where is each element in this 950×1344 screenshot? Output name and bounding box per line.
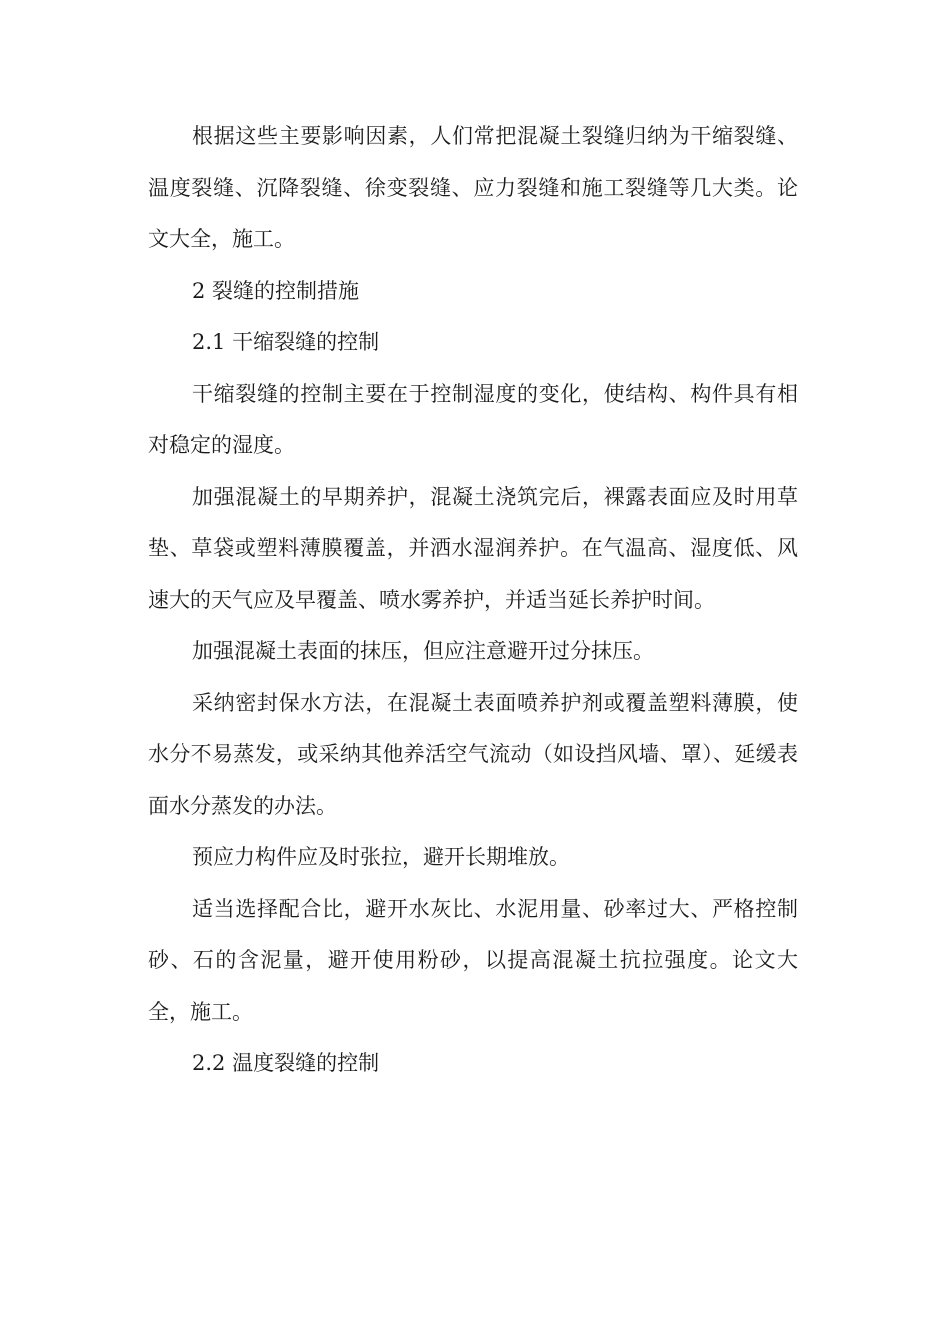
paragraph-shrinkage-control: 干缩裂缝的控制主要在于控制湿度的变化，使结构、构件具有相对稳定的湿度。 xyxy=(148,381,798,457)
subsection-heading-2-1: 2.1 干缩裂缝的控制 xyxy=(192,330,380,354)
paragraph-mix-proportion: 适当选择配合比，避开水灰比、水泥用量、砂率过大、严格控制砂、石的含泥量，避开使用粉砂，以提高混凝土抗拉强度。论文大全，施工。 xyxy=(148,896,798,1024)
paragraph-surface-troweling: 加强混凝土表面的抹压，但应注意避开过分抹压。 xyxy=(192,639,654,663)
document-body xyxy=(148,111,798,1090)
paragraph-moisture-sealing: 采纳密封保水方法，在混凝土表面喷养护剂或覆盖塑料薄膜，使水分不易蒸发，或采纳其他养活空气流动（如设挡风墙、罩）、延缓表面水分蒸发的办法。 xyxy=(148,690,798,818)
paragraph-crack-classification: 根据这些主要影响因素，人们常把混凝土裂缝归纳为干缩裂缝、温度裂缝、沉降裂缝、徐变裂缝、应力裂缝和施工裂缝等几大类。论文大全，施工。 xyxy=(148,124,798,251)
paragraph-early-curing: 加强混凝土的早期养护，混凝土浇筑完后，裸露表面应及时用草垫、草袋或塑料薄膜覆盖，并洒水湿润养护。在气温高、湿度低、风速大的天气应及早覆盖、喷水雾养护，并适当延长养护时间。 xyxy=(148,484,798,612)
subsection-heading-2-2: 2.2 温度裂缝的控制 xyxy=(192,1051,380,1075)
section-heading-2: 2 裂缝的控制措施 xyxy=(192,278,360,303)
paragraph-prestress-tensioning: 预应力构件应及时张拉，避开长期堆放。 xyxy=(192,845,570,869)
